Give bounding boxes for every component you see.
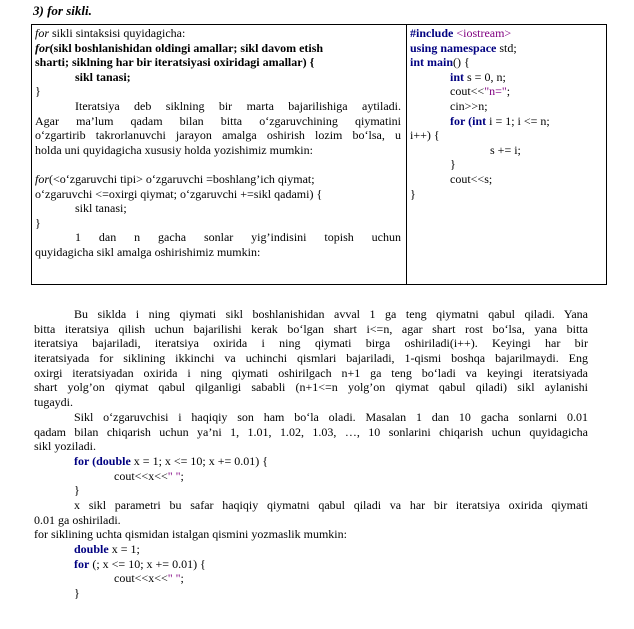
paragraph-line: for siklining uchta qismidan istalgan qismini yozmaslik mumkin: <box>34 527 347 542</box>
text: (sikl boshlanishidan oldingi amallar; sikl davom etish <box>49 40 324 55</box>
for-keyword: for <box>35 26 50 40</box>
code-string: "n=" <box>484 84 507 99</box>
code-line <box>410 41 605 56</box>
code-keyword: for <box>450 113 466 128</box>
paragraph-line: iteratsiya bajariladi, iteratsiya oxirida i ning qiymati birga oshiriladi(i++). Keyingi har bir <box>34 336 588 351</box>
paragraph-line: x sikl parametri bu safar haqiqiy qiymatni qabul qiladi va har bir iteratsiya oxirida qiymati <box>74 497 588 512</box>
paragraph-line: shart yolg’on qiymat qabul qilganligi sababli (n+1<=n yolg’on qiymat qabul qiladi) sikl aylanishi <box>34 380 588 395</box>
paragraph-line: holda uni quyidagicha xususiy holda yozishimiz mumkin: <box>35 142 313 157</box>
paragraph-line: Agar ma’lum qadam bilan bitta o‘zgaruvchining qiymatini <box>35 113 401 128</box>
paragraph-line: bitta iteratsiya qilish uchun bajarilishi kerak bo‘lgan shart i<=n, agar shart rost bo‘lsa, yana bitta <box>34 321 588 336</box>
paragraph-line: iteratsiyada for siklining ikkinchi va uchinchi qismlari bajariladi, 1-qismi boshqa bajarilmaydi. Eng <box>34 351 588 366</box>
code-text: ; <box>180 468 184 483</box>
code-keyword: using namespace <box>410 40 497 55</box>
code-text: cout<< <box>450 84 485 99</box>
text: (<o‘zgaruvchi tipi> o‘zgaruvchi =boshlang’ich qiymat; <box>49 171 315 186</box>
code-line <box>34 454 588 469</box>
code-keyword: int <box>450 69 465 84</box>
code-text: ; <box>506 84 511 99</box>
code-line: } <box>450 157 456 172</box>
code-string: " " <box>167 571 181 586</box>
code-text: cout<<x<< <box>114 468 168 483</box>
code-line <box>410 55 605 70</box>
code-line: } <box>410 186 416 201</box>
code-text: () { <box>453 55 470 70</box>
code-line <box>410 26 605 41</box>
paragraph-line: Iteratsiya deb siklning bir marta bajarilishiga aytiladi. <box>75 98 401 113</box>
code-line <box>410 84 605 99</box>
code-text: i = 1; i <= n; <box>486 113 550 128</box>
code-text: s = 0, n; <box>464 69 506 84</box>
code-keyword: double <box>74 542 109 556</box>
code-line: cin>>n; <box>450 98 488 113</box>
syntax-body-line: sikl tanasi; <box>75 69 131 84</box>
paragraph-line: 0.01 ga oshiriladi. <box>34 512 121 527</box>
section-heading: 3) for sikli. <box>33 3 92 18</box>
syntax-intro-line <box>35 26 401 41</box>
syntax-form-line: sharti; siklning har bir iteratsiyasi oxiridagi amallar) { <box>35 55 315 70</box>
code-line <box>410 114 605 129</box>
code-line <box>34 557 588 572</box>
code-keyword: int <box>410 55 425 70</box>
explanation-body <box>34 307 588 601</box>
code-keyword: #include <box>410 26 454 40</box>
syntax-description-column <box>35 26 401 260</box>
code-line <box>34 571 588 586</box>
paragraph-line: o‘zgartirib takrorlanuvchi jarayon amalga oshirish lozim bo‘lsa, u <box>35 128 401 143</box>
for-keyword: for <box>35 171 50 186</box>
syntax-table <box>31 24 607 285</box>
code-text: std; <box>496 40 517 55</box>
code-line: s += i; <box>490 142 521 157</box>
code-text: x = 1; <box>108 542 140 556</box>
paragraph-line: quyidagicha sikl amalga oshirishimiz mumkin: <box>35 244 261 259</box>
for-keyword: for <box>35 40 50 55</box>
paragraph-line: 1 dan n gacha sonlar yig’indisini topish uchun <box>75 230 401 245</box>
code-line: } <box>74 483 80 498</box>
paragraph-line: qadam bilan chiqarish uchun ya’ni 1, 1.01, 1.02, 1.03, …, 10 sonlarini chiqarish uchun quyidagicha <box>34 424 588 439</box>
paragraph-line: Bu siklda i ning qiymati sikl boshlanishidan avval 1 ga teng qiymatni qabul qiladi. Yana <box>74 307 588 321</box>
code-line: cout<<s; <box>450 171 493 186</box>
code-text: cout<<x<< <box>114 571 168 586</box>
code-text: ; <box>180 571 184 586</box>
code-keyword: for <box>74 453 90 468</box>
code-line <box>34 469 588 484</box>
syntax-form-line <box>35 41 401 56</box>
column-divider <box>406 25 407 284</box>
code-text: (; x <= 10; x += 0.01) { <box>89 556 206 571</box>
paragraph-line: Sikl o‘zgaruvchisi i haqiqiy son ham bo‘la oladi. Masalan 1 dan 10 gacha sonlarni 0.01 <box>74 409 588 424</box>
code-keyword: (int <box>465 113 487 128</box>
syntax-body-line: sikl tanasi; <box>75 201 127 216</box>
paragraph-line: oxirgi iteratsiyadan oxirida i ning qiymati oshirilgach n+1 ga teng bo‘ladi va keyingi iteratsiyada <box>34 365 588 380</box>
code-keyword: (double <box>89 453 131 468</box>
code-string: <iostream> <box>453 26 512 40</box>
code-line: } <box>74 586 80 601</box>
paragraph-line: tugaydi. <box>34 395 73 410</box>
paragraph-line: sikl yoziladi. <box>34 439 96 454</box>
closing-brace: } <box>35 215 41 230</box>
code-line: i++) { <box>410 128 440 143</box>
closing-brace: } <box>35 84 41 99</box>
text: sikli sintaksisi quyidagicha: <box>49 26 186 40</box>
code-line <box>34 542 588 557</box>
syntax-form-line <box>35 172 401 187</box>
code-keyword: for <box>74 556 90 571</box>
syntax-form-line: o‘zgaruvchi <=oxirgi qiymat; o‘zgaruvchi +=sikl qadami) { <box>35 186 323 201</box>
code-line <box>410 70 605 85</box>
code-text: x = 1; x <= 10; x += 0.01) { <box>130 453 269 468</box>
code-keyword: main <box>424 55 454 70</box>
code-example-column <box>410 26 605 201</box>
spacer <box>35 157 401 172</box>
code-string: " " <box>167 468 181 483</box>
